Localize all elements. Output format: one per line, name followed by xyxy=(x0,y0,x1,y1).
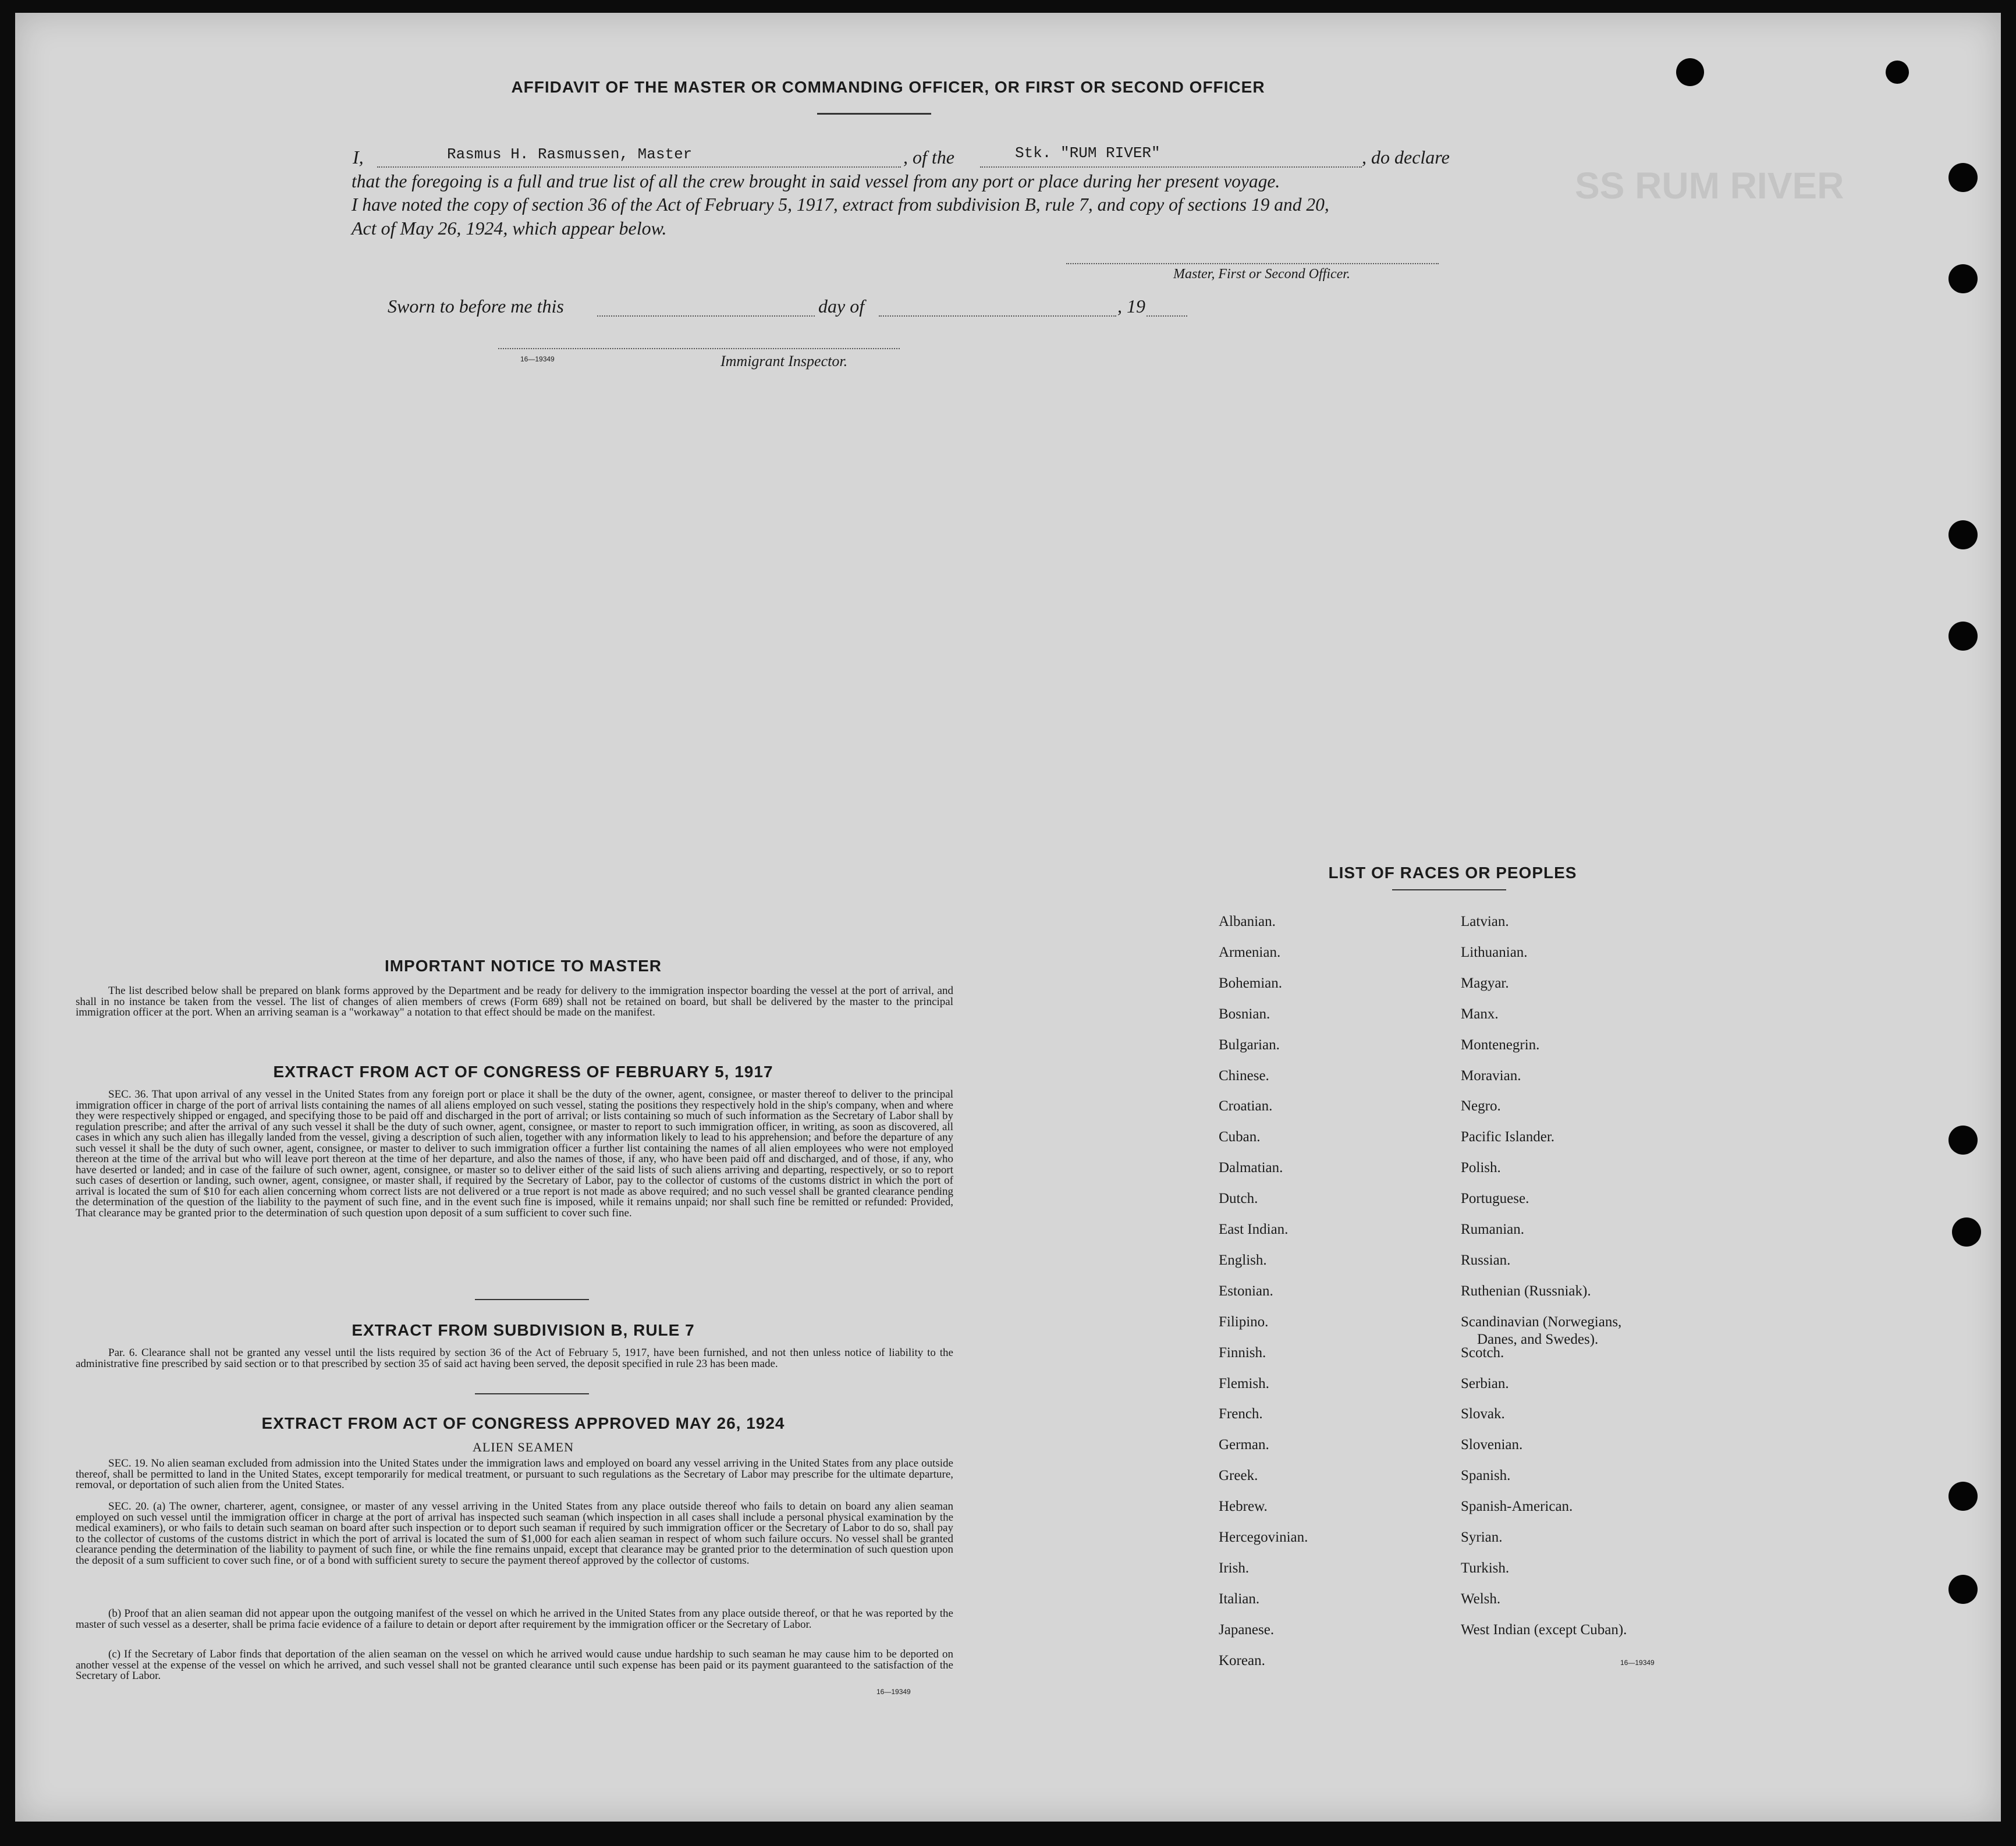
vessel-name-value: Stk. "RUM RIVER" xyxy=(1015,144,1160,162)
extract-1924-title: EXTRACT FROM ACT OF CONGRESS APPROVED MAY 26, 1924 xyxy=(261,1414,785,1432)
race-item: Bosnian. xyxy=(1219,1006,1270,1022)
extract-1917-text: SEC. 36. That upon arrival of any vessel in the United States from any foreign port or place it shall be the duty of the owner, agent, consignee, or master thereof to deliver to the principal immigration officer in charge of the port of arrival lists containing the names of all aliens employed on such vessel, stating the positions they respectively hold in the ship's company, when and where they were respectively shipped or engaged, and specifying those to be paid off and discharged in the port of arrival; or lists containing so much of such information as the Secretary of Labor shall by regulation prescribe; and after the arrival of any such vessel it shall be the duty of such owner, agent, consignee, or master to report to such immigration officer, in writing, as soon as discovered, all cases in which any such alien has illegally landed from the vessel, giving a description of such alien, together with any information likely to lead to his apprehension; and before the departure of any such vessel it shall be the duty of such owner, agent, consignee, or master to deliver to such immigration officer a further list containing the names of all alien employees who were not employed thereon at the time of the arrival but who will leave port thereon at the time of her departure, and also the names of those, if any, who have been paid off and discharged, and of those, if any, who have deserted or landed; and in case of the failure of such owner, agent, consignee, or master so to deliver either of the said lists of such aliens arriving and departing, respectively, or so to report such cases of desertion or landing, such owner, agent, consignee, or master shall, if required by the Secretary of Labor, pay to the collector of customs of the customs district in which the port of arrival is located the sum of $10 for each alien concerning whom correct lists are not delivered or a true report is not made as above required; and no such vessel shall be granted clearance pending the determination of the question of the liability to the payment of such fine, and in the event such fine is imposed, while it remains unpaid; nor shall such fine be remitted or refunded: Provided, That clearance may be granted prior to the determination of such question upon deposit of a sum sufficient to cover such fine. xyxy=(76,1088,953,1219)
punch-hole-icon xyxy=(1676,58,1704,86)
race-item: Serbian. xyxy=(1461,1375,1509,1391)
affidavit-title: AFFIDAVIT OF THE MASTER OR COMMANDING OFFICER, OR FIRST OR SECOND OFFICER xyxy=(511,78,1265,96)
race-item: Estonian. xyxy=(1219,1283,1273,1299)
punch-hole-icon xyxy=(1948,622,1978,651)
race-item: Lithuanian. xyxy=(1461,944,1528,960)
race-item: Korean. xyxy=(1219,1652,1265,1668)
extract-1917-title: EXTRACT FROM ACT OF CONGRESS OF FEBRUARY 5, 1917 xyxy=(273,1063,773,1081)
section-divider xyxy=(475,1299,589,1300)
form-number: 16—19349 xyxy=(520,355,555,363)
ghost-vessel-stamp: SS RUM RIVER xyxy=(1575,165,1844,207)
race-item: Rumanian. xyxy=(1461,1222,1525,1237)
race-item: Scotch. xyxy=(1461,1344,1504,1361)
race-item: English. xyxy=(1219,1252,1267,1268)
extract-1924-subtitle: ALIEN SEAMEN xyxy=(473,1440,574,1454)
race-item: Syrian. xyxy=(1461,1529,1503,1545)
race-item: Italian. xyxy=(1219,1591,1260,1607)
race-item: Polish. xyxy=(1461,1160,1501,1176)
sworn-year-field xyxy=(1147,297,1187,317)
punch-hole-icon xyxy=(1886,61,1909,84)
inspector-signature-line xyxy=(498,345,900,349)
race-item: Dalmatian. xyxy=(1219,1160,1283,1176)
race-item: Irish. xyxy=(1219,1560,1250,1576)
race-item: Moravian. xyxy=(1461,1067,1521,1084)
affidavit-line-3: I have noted the copy of section 36 of the Act of February 5, 1917, extract from subdivision B, rule 7, and copy of sections 19 and 20, xyxy=(352,194,1329,215)
race-item: Filipino. xyxy=(1219,1314,1269,1330)
of-the-label: , of the xyxy=(903,147,954,168)
race-item: Turkish. xyxy=(1461,1560,1510,1576)
race-item: Manx. xyxy=(1461,1006,1499,1022)
race-item: Armenian. xyxy=(1219,944,1281,960)
race-item: Albanian. xyxy=(1219,914,1276,929)
affidavit-line-2: that the foregoing is a full and true list of all the crew brought in said vessel from any port or place during her present voyage. xyxy=(352,171,1280,191)
race-item: Slovenian. xyxy=(1461,1437,1523,1453)
race-item: Scandinavian (Norwegians, xyxy=(1461,1314,1622,1330)
signature-line xyxy=(1066,260,1439,264)
races-divider xyxy=(1392,889,1506,890)
section-20c-text: (c) If the Secretary of Labor finds that deportation of the alien seaman on the vessel on which he arrived would cause undue hardship to such seaman he may cause him to be deported on another vessel at the expense of the vessel on which he arrived, and such vessel shall not be granted clearance until such expense has been paid or its payment guaranteed to the satisfaction of the Secretary of Labor. xyxy=(76,1648,953,1682)
rule7-text: Par. 6. Clearance shall not be granted any vessel until the lists required by section 36 of the Act of February 5, 1917, have been furnished, and not then unless notice of liability to the administrative fine prescribed by said section or to that prescribed by section 35 of said act having been served, the deposit specified in rule 23 has been made. xyxy=(76,1347,953,1370)
punch-hole-icon xyxy=(1948,520,1978,549)
document-page xyxy=(15,13,2001,1822)
notice-title: IMPORTANT NOTICE TO MASTER xyxy=(384,957,662,975)
race-item: Bulgarian. xyxy=(1219,1036,1280,1053)
rule7-title: EXTRACT FROM SUBDIVISION B, RULE 7 xyxy=(352,1321,695,1339)
signature-caption: Master, First or Second Officer. xyxy=(1173,267,1350,282)
race-item: Portuguese. xyxy=(1461,1191,1529,1207)
punch-hole-icon xyxy=(1948,264,1978,293)
race-item: West Indian (except Cuban). xyxy=(1461,1621,1627,1638)
sworn-day-field xyxy=(597,297,815,317)
title-divider xyxy=(817,113,931,115)
sworn-month-field xyxy=(879,297,1116,317)
punch-hole-icon xyxy=(1948,1482,1978,1511)
race-item: Welsh. xyxy=(1461,1591,1501,1607)
race-item: Negro. xyxy=(1461,1098,1501,1114)
sworn-label: Sworn to before me this xyxy=(388,296,564,317)
race-item: Flemish. xyxy=(1219,1375,1269,1391)
race-item: German. xyxy=(1219,1437,1269,1453)
punch-hole-icon xyxy=(1948,1126,1978,1155)
race-item: French. xyxy=(1219,1406,1263,1422)
inspector-caption: Immigrant Inspector. xyxy=(720,353,848,370)
race-item: Greek. xyxy=(1219,1468,1258,1484)
race-item: Montenegrin. xyxy=(1461,1036,1540,1053)
section-20b-text: (b) Proof that an alien seaman did not appear upon the outgoing manifest of the vessel on which he arrived in the United States from any place outside thereof, or that he was reported by the master of such vessel as a deserter, shall be prima facie evidence of a failure to detain or deport after requirement by the immigration officer or the Secretary of Labor. xyxy=(76,1607,953,1631)
race-item: Magyar. xyxy=(1461,975,1509,991)
year-prefix: , 19 xyxy=(1117,296,1145,317)
form-number: 16—19349 xyxy=(1620,1659,1655,1667)
section-19-text: SEC. 19. No alien seaman excluded from admission into the United States under the immigration laws and employed on board any vessel arriving in the United States from any place outside thereof, shall be permitted to land in the United States, except temporarily for medical treatment, or pursuant to such regulations as the Secretary of Labor may prescribe for the ultimate departure, removal, or deportation of such alien from the United States. xyxy=(76,1457,953,1491)
race-item: East Indian. xyxy=(1219,1222,1289,1237)
section-divider xyxy=(475,1393,589,1394)
race-item: Danes, and Swedes). xyxy=(1477,1331,1599,1347)
race-item: Slovak. xyxy=(1461,1406,1505,1422)
race-item: Hebrew. xyxy=(1219,1499,1268,1515)
race-item: Spanish-American. xyxy=(1461,1499,1573,1515)
race-item: Russian. xyxy=(1461,1252,1511,1268)
do-declare-label: , do declare xyxy=(1362,147,1450,168)
race-item: Japanese. xyxy=(1219,1621,1275,1638)
race-item: Ruthenian (Russniak). xyxy=(1461,1283,1591,1299)
master-name-value: Rasmus H. Rasmussen, Master xyxy=(447,145,693,163)
race-item: Pacific Islander. xyxy=(1461,1129,1555,1145)
race-item: Croatian. xyxy=(1219,1098,1273,1114)
form-number: 16—19349 xyxy=(876,1688,911,1696)
day-of-label: day of xyxy=(818,296,865,317)
section-20a-text: SEC. 20. (a) The owner, charterer, agent, consignee, or master of any vessel arriving in the United States from any place outside thereof who fails to detain on board any alien seaman employed on such vessel until the immigration officer in charge at the port of arrival has inspected such seaman (which inspection in all cases shall include a personal physical examination by the medical examiners), or who fails to detain such seaman on board after such inspection or to deport such seaman if required by such immigration officer or the Secretary of Labor to do so, shall pay to the collector of customs of the customs district in which the port of arrival is located the sum of $1,000 for each alien seaman in respect of whom such failure occurs. No vessel shall be granted clearance pending the determination of the liability to payment of such fine, or while the fine remains unpaid, except that clearance may be granted prior to the determination of such question upon the deposit of a sum sufficient to cover such fine, or of a bond with sufficient surety to secure the payment thereof approved by the collector of customs. xyxy=(76,1500,953,1567)
race-item: Dutch. xyxy=(1219,1191,1258,1207)
race-item: Cuban. xyxy=(1219,1129,1261,1145)
race-item: Latvian. xyxy=(1461,914,1509,929)
affidavit-prefix: I, xyxy=(353,147,364,168)
race-item: Finnish. xyxy=(1219,1344,1266,1361)
races-title: LIST OF RACES OR PEOPLES xyxy=(1328,864,1577,882)
affidavit-line-4: Act of May 26, 1924, which appear below. xyxy=(352,218,667,239)
punch-hole-icon xyxy=(1952,1217,1981,1247)
race-item: Spanish. xyxy=(1461,1468,1511,1484)
race-item: Hercegovinian. xyxy=(1219,1529,1308,1545)
notice-text: The list described below shall be prepared on blank forms approved by the Department and be ready for delivery to the immigration inspector boarding the vessel at the port of arrival, and shall in no instance be taken from the vessel. The list of changes of alien members of crews (Form 689) shall not be retained on board, but shall be delivered by the master to the principal immigration officer at the port. When an arriving seaman is a "workaway" a notation to that effect should be made on the manifest. xyxy=(76,985,953,1018)
punch-hole-icon xyxy=(1948,1575,1978,1604)
race-item: Chinese. xyxy=(1219,1067,1269,1084)
punch-hole-icon xyxy=(1948,163,1978,192)
race-item: Bohemian. xyxy=(1219,975,1283,991)
